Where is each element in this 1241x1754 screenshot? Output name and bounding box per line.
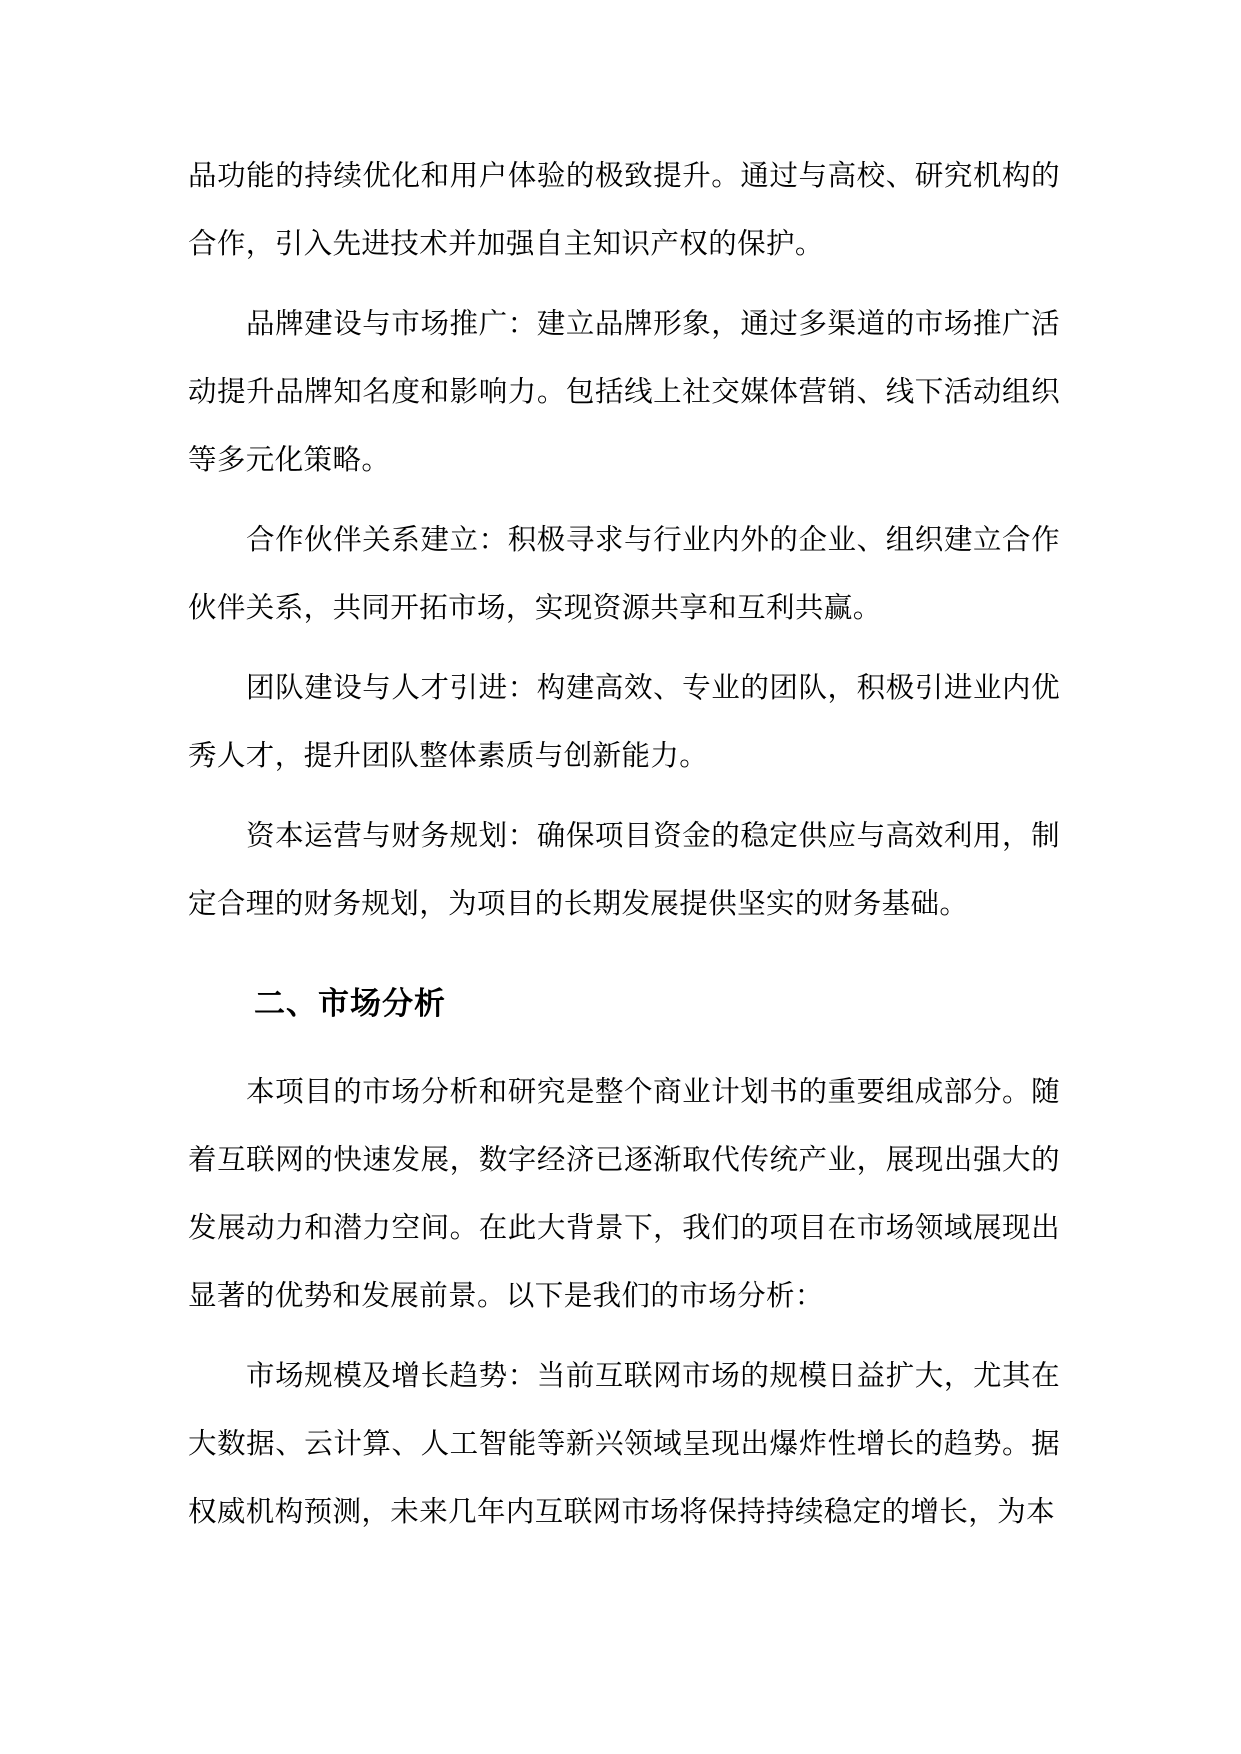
paragraph-team-building: 团队建设与人才引进：构建高效、专业的团队，积极引进业内优秀人才，提升团队整体素质与创新能力。	[188, 671, 1060, 772]
section-heading-market-analysis: 二、市场分析	[254, 986, 446, 1022]
paragraph-capital-operations: 资本运营与财务规划：确保项目资金的稳定供应与高效利用，制定合理的财务规划，为项目的长期发展提供坚实的财务基础。	[188, 819, 1060, 920]
paragraph-partnerships: 合作伙伴关系建立：积极寻求与行业内外的企业、组织建立合作伙伴关系，共同开拓市场，实现资源共享和互利共赢。	[188, 523, 1060, 624]
text-column	[188, 142, 1060, 1558]
paragraph-brand-building: 品牌建设与市场推广：建立品牌形象，通过多渠道的市场推广活动提升品牌知名度和影响力。包括线上社交媒体营销、线下活动组织等多元化策略。	[188, 307, 1060, 476]
paragraph-rd-continuation: 品功能的持续优化和用户体验的极致提升。通过与高校、研究机构的合作，引入先进技术并加强自主知识产权的保护。	[188, 159, 1060, 260]
paragraph-market-size: 市场规模及增长趋势：当前互联网市场的规模日益扩大，尤其在大数据、云计算、人工智能等新兴领域呈现出爆炸性增长的趋势。据权威机构预测，未来几年内互联网市场将保持持续稳定的增长，为本	[188, 1359, 1060, 1528]
paragraph-market-intro: 本项目的市场分析和研究是整个商业计划书的重要组成部分。随着互联网的快速发展，数字经济已逐渐取代传统产业，展现出强大的发展动力和潜力空间。在此大背景下，我们的项目在市场领域展现出显著的优势和发展前景。以下是我们的市场分析：	[188, 1075, 1060, 1312]
